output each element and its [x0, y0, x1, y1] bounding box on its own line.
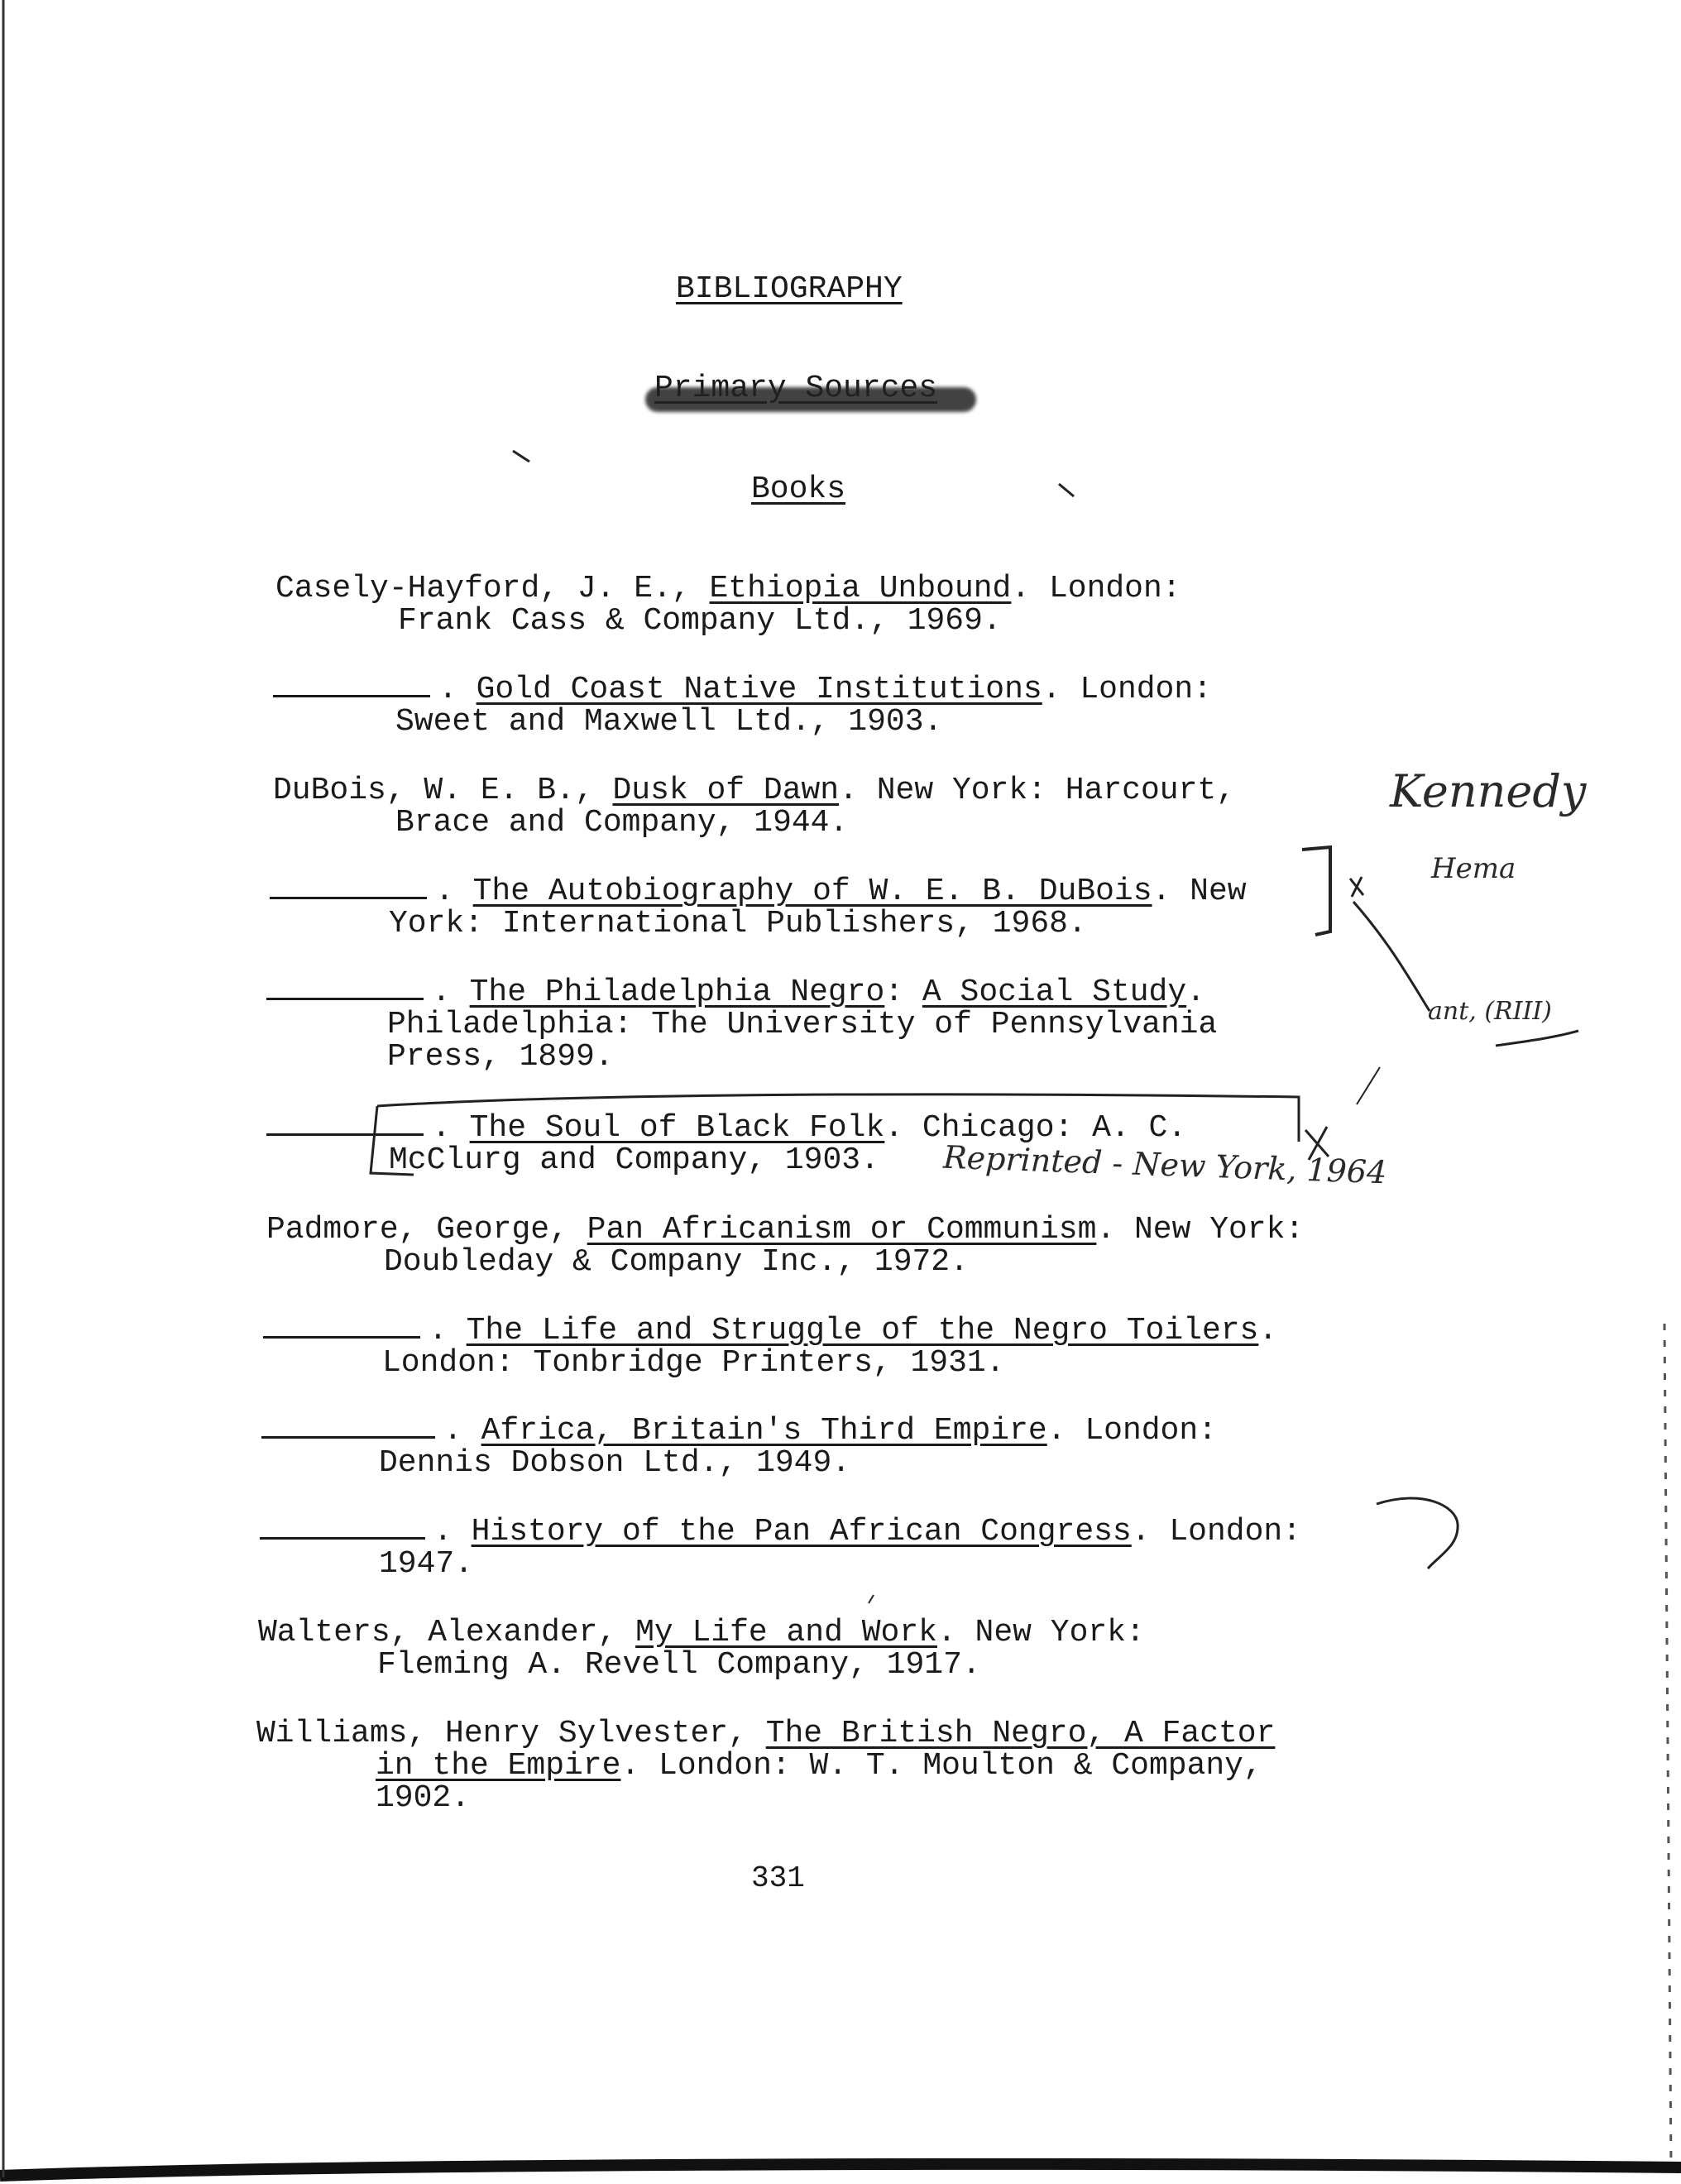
entry-year: Press, 1899. [387, 1039, 614, 1075]
entry-title: The Soul of Black Folk [469, 1110, 885, 1146]
entry-title-cont: in the Empire [376, 1748, 621, 1784]
handwritten-note: Reprinted - New York, 1964 [942, 1138, 1387, 1191]
entry-title: The Autobiography of W. E. B. DuBois [472, 874, 1152, 909]
entry-text: . [1186, 975, 1205, 1010]
bib-entry: . History of the Pan African Congress. London: 1947. [260, 1516, 1301, 1580]
handwritten-note: ant, (RIII) [1428, 997, 1552, 1026]
entry-title: My Life and Work [635, 1615, 937, 1650]
entry-text: . New [1152, 874, 1247, 909]
entry-author: Casely-Hayford, J. E., [275, 571, 710, 606]
entry-title: The British Negro, A Factor [765, 1716, 1276, 1751]
curve-mark [1377, 1498, 1458, 1569]
entry-title: Dusk of Dawn [612, 773, 840, 808]
entry-publisher: McClurg and Company, 1903. [389, 1142, 879, 1178]
entry-text: . London: [1011, 571, 1181, 606]
bracket-mark [1302, 847, 1330, 935]
entry-author: Williams, Henry Sylvester, [256, 1716, 766, 1751]
entry-title: History of the Pan African Congress [471, 1514, 1132, 1549]
stray-mark [1059, 484, 1074, 496]
pen-underline [1496, 1031, 1578, 1046]
entry-author: Padmore, George, [266, 1212, 587, 1248]
stray-mark [513, 451, 529, 462]
entry-publisher: Brace and Company, 1944. [395, 805, 849, 841]
entry-text: : [884, 975, 922, 1010]
handwritten-note: Kennedy [1390, 765, 1587, 817]
box-mark [377, 1094, 1299, 1142]
entry-text: . New York: Harcourt, [839, 773, 1236, 808]
x-mark [1305, 1127, 1329, 1160]
entry-title: Pan Africanism or Communism [587, 1212, 1097, 1248]
entry-title: Africa, Britain's Third Empire [481, 1413, 1047, 1449]
entry-text: . New York: [936, 1615, 1145, 1650]
bib-entry: . The Philadelphia Negro: A Social Study. Philadelphia: The University of Pennsylvania Press, 1899. [266, 976, 1217, 1073]
pen-stroke [1353, 902, 1430, 1011]
entry-author: DuBois, W. E. B., [273, 773, 613, 808]
scan-edge [1664, 1324, 1671, 2167]
subsection-heading: Books [751, 472, 846, 507]
entry-publisher: Fleming A. Revell Company, 1917. [377, 1647, 981, 1683]
entry-title: Gold Coast Native Institutions [476, 672, 1042, 707]
entry-text: . London: [1131, 1514, 1301, 1549]
bib-entry: . The Life and Struggle of the Negro Toilers. London: Tonbridge Printers, 1931. [263, 1315, 1277, 1379]
entry-subtitle: A Social Study [922, 975, 1187, 1010]
page-number: 331 [751, 1861, 805, 1895]
entry-text: . London: [1046, 1413, 1217, 1449]
entry-publisher: . London: W. T. Moulton & Company, [620, 1748, 1262, 1784]
handwritten-note: Hema [1431, 852, 1516, 885]
bibliography-title: BIBLIOGRAPHY [676, 271, 903, 307]
x-mark [1350, 877, 1363, 897]
bib-entry: . Africa, Britain's Third Empire. London: Dennis Dobson Ltd., 1949. [261, 1415, 1217, 1479]
entry-text: . London: [1042, 672, 1212, 707]
entry-publisher: Doubleday & Company Inc., 1972. [384, 1244, 969, 1280]
entry-publisher: York: International Publishers, 1968. [389, 906, 1087, 941]
stray-mark [869, 1595, 874, 1603]
entry-year: 1947. [379, 1546, 474, 1582]
entry-publisher: Frank Cass & Company Ltd., 1969. [398, 603, 1002, 639]
entry-text: . [1258, 1313, 1278, 1348]
scan-edge [0, 2164, 1681, 2176]
entry-publisher: Dennis Dobson Ltd., 1949. [379, 1445, 851, 1481]
entry-publisher: London: Tonbridge Printers, 1931. [382, 1345, 1005, 1381]
pen-stroke [1357, 1067, 1380, 1104]
entry-title: Ethiopia Unbound [709, 571, 1012, 606]
entry-publisher: Sweet and Maxwell Ltd., 1903. [395, 704, 943, 740]
entry-author: Walters, Alexander, [258, 1615, 636, 1650]
entry-publisher: Philadelphia: The University of Pennsylvania [387, 1007, 1218, 1042]
entry-year: 1902. [376, 1780, 471, 1816]
entry-text: . Chicago: A. C. [884, 1110, 1187, 1146]
bib-entry: . The Autobiography of W. E. B. DuBois. New York: International Publishers, 1968. [270, 875, 1247, 940]
box-mark [371, 1106, 414, 1175]
bib-entry: . Gold Coast Native Institutions. London: Sweet and Maxwell Ltd., 1903. [273, 673, 1212, 738]
bib-entry: . The Soul of Black Folk. Chicago: A. C. McClurg and Company, 1903. [266, 1112, 1186, 1176]
entry-text: . New York: [1096, 1212, 1305, 1248]
entry-title: The Life and Struggle of the Negro Toilers [466, 1313, 1259, 1348]
entry-title: The Philadelphia Negro [469, 975, 885, 1010]
